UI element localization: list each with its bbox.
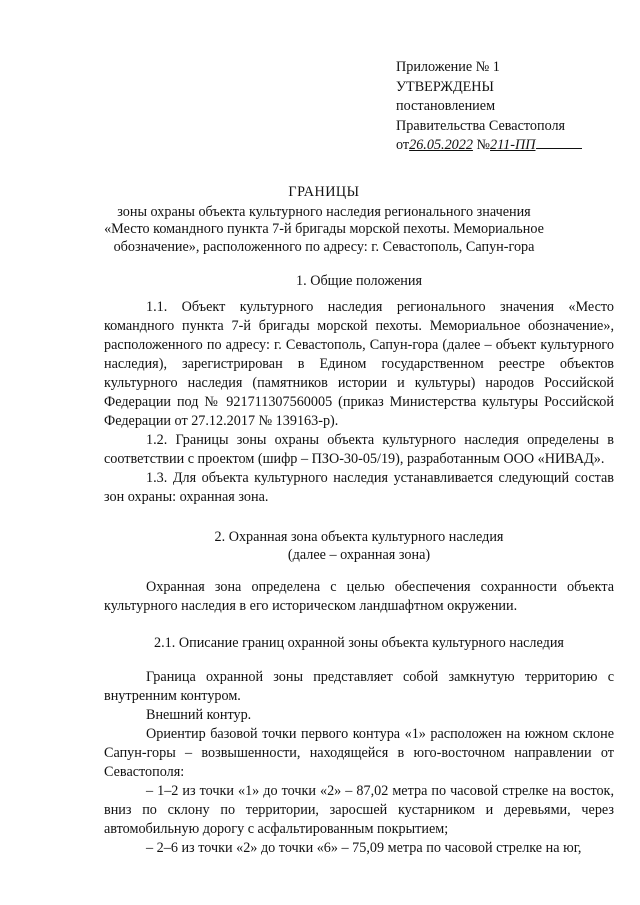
document-title-block: [104, 184, 544, 256]
section1-body: [104, 298, 614, 507]
from-label: от: [396, 137, 410, 153]
document-title: ГРАНИЦЫ: [288, 184, 360, 200]
paragraph-intro: Охранная зона определена с целью обеспечения сохранности объекта культурного наследия в его историческом ландшафтном окружении.: [104, 579, 614, 614]
approval-number: 211-ПП: [490, 137, 536, 153]
paragraph-1-2: 1.2. Границы зоны охраны объекта культурного наследия определены в соответствии с проектом (шифр – ПЗО-30-05/19), разработанным ООО «НИВАД».: [104, 432, 614, 467]
section2-body: [104, 668, 614, 858]
date-number-line: [396, 136, 626, 156]
approval-stamp: [396, 58, 626, 156]
number-label: №: [476, 137, 491, 153]
government-label: Правительства Севастополя: [396, 117, 566, 134]
paragraph-1-1: 1.1. Объект культурного наследия регионального значения «Место командного пункта 7-й бригады морской пехоты. Мемориальное обозначение», расположенного по адресу: г. Севастополь, Сапун-гора (далее – объект культурного наследия), зарегистрирован в Едином государственном реестре объектов культурного наследия (памятников истории и культуры) народов Российской Федерации под № 921711307560005 (приказ Министерства культуры Российской Федерации от 27.12.2017 № 139163-р).: [104, 299, 614, 429]
approval-date: 26.05.2022: [409, 137, 473, 153]
paragraph-segment-1-2: – 1–2 из точки «1» до точки «2» – 87,02 метра по часовой стрелке на восток, вниз по склону по территории, заросшей кустарником и деревьями, через автомобильную дорогу с асфальтированным покрытием;: [104, 783, 614, 837]
resolution-label: постановлением: [396, 98, 496, 114]
section2-intro: [104, 578, 614, 616]
paragraph-origin: Ориентир базовой точки первого контура «1» расположен на южном склоне Сапун-горы – возвышенности, находящейся в юго-восточном направлении от Севастополя:: [104, 726, 614, 780]
paragraph-segment-2-6: – 2–6 из точки «2» до точки «6» – 75,09 метра по часовой стрелке на юг,: [146, 840, 582, 856]
approved-label: УТВЕРЖДЕНЫ: [396, 78, 494, 95]
subsection-heading: 2.1. Описание границ охранной зоны объекта культурного наследия: [154, 635, 564, 651]
section2-heading-line2: (далее – охранная зона): [287, 547, 431, 563]
paragraph-1-3: 1.3. Для объекта культурного наследия устанавливается следующий состав зон охраны: охранная зона.: [104, 470, 614, 505]
paragraph-outer-contour: Внешний контур.: [146, 707, 252, 723]
appendix-number: Приложение № 1: [396, 59, 500, 75]
document-subtitle: зоны охраны объекта культурного наследия регионального значения «Место командного пункта 7-й бригады морской пехоты. Мемориальное обозначение», расположенного по адресу: г. Севастополь, Сапун-гора: [104, 203, 544, 255]
section2-heading-line1: 2. Охранная зона объекта культурного наследия: [214, 529, 504, 545]
signature-underline: [536, 138, 582, 149]
section1-heading: 1. Общие положения: [296, 273, 422, 289]
section2-heading: [104, 528, 614, 564]
paragraph-boundary: Граница охранной зоны представляет собой замкнутую территорию с внутренним контуром.: [104, 669, 614, 704]
